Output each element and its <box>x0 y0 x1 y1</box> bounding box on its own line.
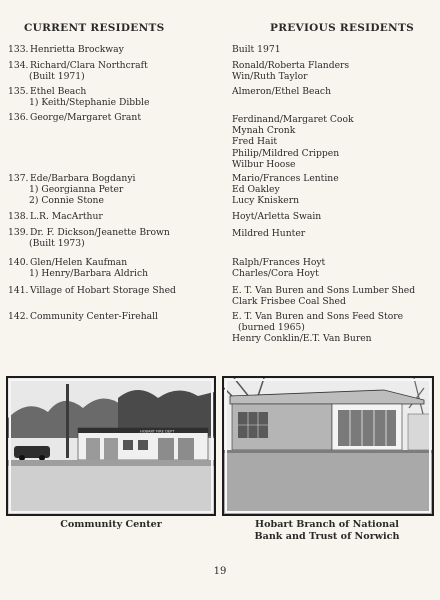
entry-134-previous: Ronald/Roberta Flanders Win/Ruth Taylor <box>232 60 350 83</box>
entry-138-previous: Hoyt/Arletta Swain <box>232 211 322 222</box>
entry-135-previous: Almeron/Ethel Beach <box>232 86 331 97</box>
entry-137-current: 137. Ede/Barbara Bogdanyi 1) Georgianna Peter 2) Connie Stone <box>8 173 136 207</box>
entry-140-current: 140. Glen/Helen Kaufman 1) Henry/Barbara Aldrich <box>8 257 149 280</box>
entry-133-current: 133. Henrietta Brockway <box>8 44 124 55</box>
page-number: 19 <box>213 566 227 577</box>
community-center-photo <box>6 376 216 516</box>
previous-residents-header: PREVIOUS RESIDENTS <box>270 22 414 34</box>
entry-141-current: 141. Village of Hobart Storage Shed <box>8 285 176 296</box>
entry-139-previous: Mildred Hunter <box>232 228 306 239</box>
fire-dept-sign: HOBART FIRE DEPT <box>140 429 175 434</box>
entry-134-current: 134. Richard/Clara Northcraft (Built 1971) <box>8 60 148 83</box>
entry-142-current: 142. Community Center-Firehall <box>8 311 158 322</box>
community-center-caption: Community Center <box>60 519 162 530</box>
bank-building-photo <box>222 376 434 516</box>
entry-136-current: 136. George/Margaret Grant <box>8 112 142 123</box>
entry-142-previous: E. T. Van Buren and Sons Feed Store (burned 1965) Henry Conklin/E.T. Van Buren <box>232 311 404 345</box>
entry-141-previous: E. T. Van Buren and Sons Lumber Shed Clark Frisbee Coal Shed <box>232 285 416 308</box>
entry-137-previous: Mario/Frances Lentine Ed Oakley Lucy Kniskern <box>232 173 339 207</box>
entry-138-current: 138. L.R. MacArthur <box>8 211 103 222</box>
bank-caption: Hobart Branch of National Bank and Trust of Norwich <box>254 519 400 542</box>
entry-140-previous: Ralph/Frances Hoyt Charles/Cora Hoyt <box>232 257 326 280</box>
entry-136-previous: Ferdinand/Margaret Cook Mynah Cronk Fred Hait Philip/Mildred Crippen Wilbur Hoose <box>232 114 354 170</box>
current-residents-header: CURRENT RESIDENTS <box>24 22 165 34</box>
entry-139-current: 139. Dr. F. Dickson/Jeanette Brown (Built 1973) <box>8 227 170 250</box>
entry-133-previous: Built 1971 <box>232 44 281 55</box>
entry-135-current: 135. Ethel Beach 1) Keith/Stephanie Dibble <box>8 86 150 109</box>
